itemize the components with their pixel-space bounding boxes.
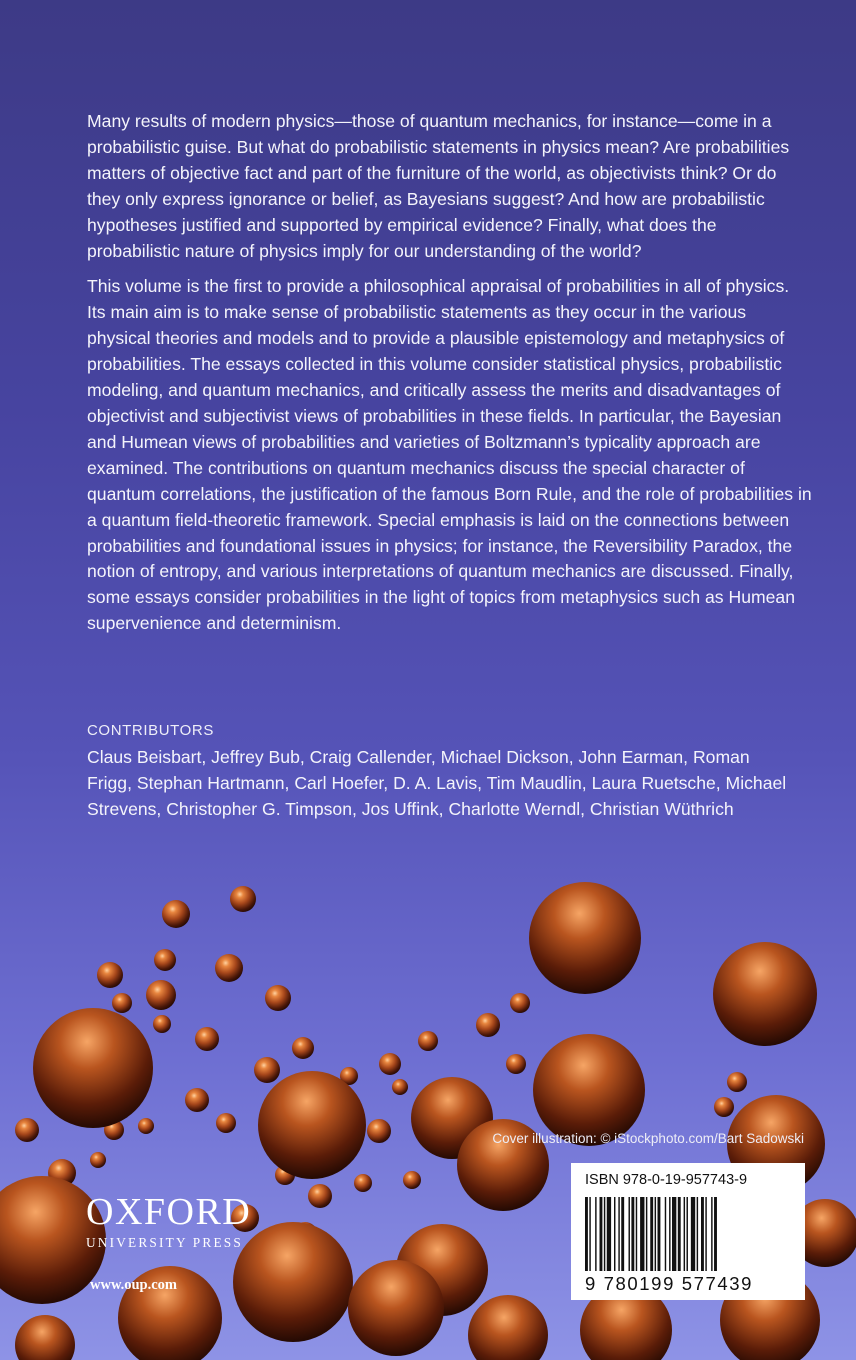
barcode-bar bbox=[607, 1197, 611, 1271]
barcode-bar bbox=[600, 1197, 603, 1271]
description-paragraph-2: This volume is the first to provide a philosophical appraisal of probabilities in all of physics. Its main aim is to make sense of probabilistic statements as they occur in the various physical theories and models and to provide a plausible epistemology and metaphysics of probabilities. The essays collected in this volume consider statistical physics, probabilistic modeling, and quantum mechanics, and critically assess the merits and disadvantages of objectivist and subjectivist views of probabilities in these fields. In particular, the Bayesian and Humean views of probabilities and varieties of Boltzmann’s typicality approach are examined. The contributions on quantum mechanics discuss the special character of quantum correlations, the justification of the famous Born Rule, and the role of probabilities in a quantum field-theoretic framework. Special emphasis is laid on the connections between probabilities and foundational issues in physics; for instance, the Reversibility Paradox, the notion of entropy, and various interpretations of quantum mechanics are discussed. Finally, some essays consider probabilities in the light of topics from metaphysics such as Humean supervenience and determinism. bbox=[87, 276, 812, 634]
barcode-bar bbox=[621, 1197, 624, 1271]
barcode-bar bbox=[697, 1197, 698, 1271]
barcode-bar bbox=[614, 1197, 615, 1271]
contributors-heading: CONTRIBUTORS bbox=[87, 722, 214, 739]
contributors-list: Claus Beisbart, Jeffrey Bub, Craig Callender, Michael Dickson, John Earman, Roman Frigg, Stephan Hartmann, Carl Hoefer, D. A. Lavis, Tim Maudlin, Laura Ruetsche, Michael Strevens, Christopher G. Timpson, Jos Uffink, Charlotte Werndl, Christian Wüthrich bbox=[87, 747, 787, 819]
description-paragraph-1: Many results of modern physics—those of quantum mechanics, for instance—come in a probabilistic guise. But what do probabilistic statements in physics mean? Are probabilities matters of objective fact and part of the furniture of the world, as objectivists think? Or do they only express ignorance or belief, as Bayesians suggest? And how are probabilistic hypotheses justified and supported by empirical evidence? Finally, what does the probabilistic nature of physics imply for our understanding of the world? bbox=[87, 111, 790, 261]
barcode-digits: 9 780199 577439 bbox=[585, 1273, 754, 1294]
barcode-bar bbox=[589, 1197, 590, 1271]
barcode-bar bbox=[604, 1197, 605, 1271]
barcode-bar bbox=[655, 1197, 656, 1271]
barcode-bar bbox=[678, 1197, 681, 1271]
barcode-bar bbox=[585, 1197, 588, 1271]
barcode-bar bbox=[665, 1197, 666, 1271]
description bbox=[87, 109, 812, 647]
barcode-bar bbox=[658, 1197, 661, 1271]
barcode-bar bbox=[631, 1197, 634, 1271]
barcode-bar bbox=[714, 1197, 717, 1271]
barcode-bar bbox=[669, 1197, 670, 1271]
barcode-bar bbox=[640, 1197, 644, 1271]
barcode-bar bbox=[687, 1197, 688, 1271]
barcode-bar bbox=[650, 1197, 653, 1271]
barcode-bar bbox=[646, 1197, 647, 1271]
barcode-bar bbox=[629, 1197, 630, 1271]
barcode-bar bbox=[701, 1197, 704, 1271]
barcode-bar bbox=[595, 1197, 596, 1271]
barcode-bar bbox=[684, 1197, 685, 1271]
barcode-bar bbox=[672, 1197, 676, 1271]
barcode-bar bbox=[636, 1197, 637, 1271]
publisher-name: OXFORD bbox=[86, 1191, 252, 1233]
barcode-bar bbox=[618, 1197, 619, 1271]
publisher-logo bbox=[86, 1193, 296, 1251]
barcode-bar bbox=[691, 1197, 695, 1271]
barcode-bar bbox=[705, 1197, 706, 1271]
publisher-url: www.oup.com bbox=[90, 1277, 178, 1293]
isbn-barcode bbox=[571, 1163, 805, 1300]
publisher-subtitle: UNIVERSITY PRESS bbox=[86, 1235, 243, 1250]
isbn-label: ISBN 978-0-19-957743-9 bbox=[585, 1172, 748, 1188]
cover-credit: Cover illustration: © iStockphoto.com/Bart Sadowski bbox=[492, 1131, 804, 1146]
barcode-bar bbox=[711, 1197, 712, 1271]
